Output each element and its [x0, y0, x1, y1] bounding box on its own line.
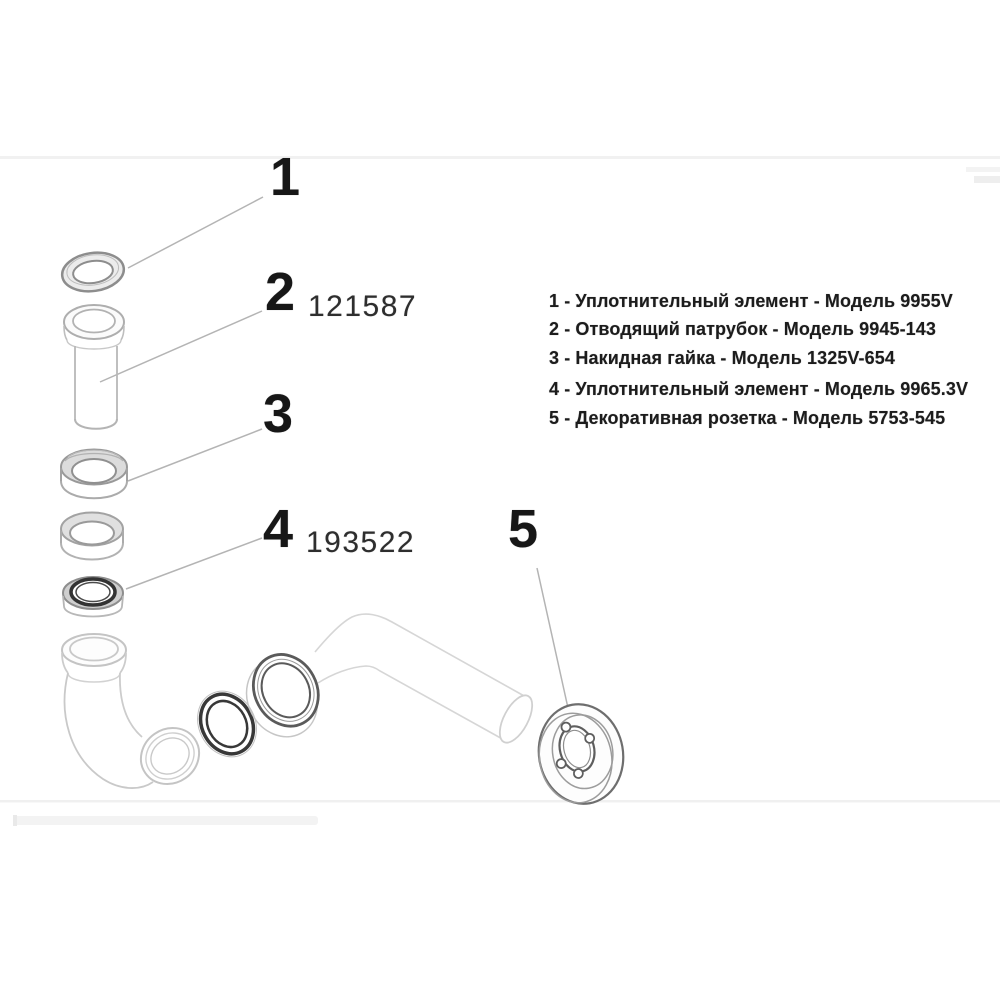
- legend-line-4: 4 - Уплотнительный элемент - Модель 9965.3V: [549, 379, 969, 399]
- straight-pipe: [315, 614, 539, 748]
- callout-2-label: 2: [265, 262, 296, 322]
- part-number-2: 121587: [308, 290, 418, 323]
- leader-line-1: [128, 197, 263, 268]
- callout-4-label: 4: [263, 499, 294, 559]
- leader-line-4: [126, 538, 262, 589]
- part-3-union-nut: [61, 450, 127, 499]
- spacer-ring: [61, 513, 123, 560]
- part-1-seal-ring: [60, 249, 127, 295]
- leader-line-5: [537, 568, 568, 708]
- legend-line-2: 2 - Отводящий патрубок - Модель 9945-143: [549, 319, 937, 339]
- elbow-pipe: [62, 634, 210, 795]
- part-5-rosette: [531, 697, 631, 810]
- legend-line-5: 5 - Декоративная розетка - Модель 5753-545: [549, 408, 946, 428]
- leader-line-3: [128, 429, 262, 481]
- callout-5-label: 5: [508, 499, 539, 559]
- part-number-4: 193522: [306, 526, 416, 559]
- part-2-outlet-tube: [64, 305, 124, 429]
- legend-line-1: 1 - Уплотнительный элемент - Модель 9955V: [549, 291, 953, 311]
- part-4-seal-ring: [63, 577, 123, 617]
- callout-3-label: 3: [263, 384, 294, 444]
- callout-1-label: 1: [270, 147, 301, 207]
- legend-line-3: 3 - Накидная гайка - Модель 1325V-654: [549, 348, 895, 368]
